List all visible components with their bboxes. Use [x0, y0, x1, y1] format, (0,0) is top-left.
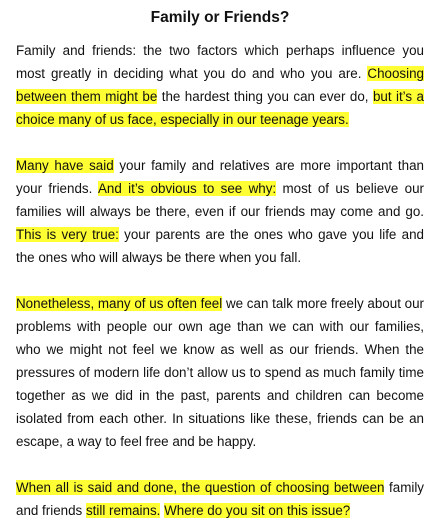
document-title: Family or Friends? [150, 9, 290, 26]
highlighted-text: When all is said and done, the question of choosing between [16, 480, 385, 495]
highlighted-text: still remains. [85, 503, 161, 518]
highlighted-text: Nonetheless, many of us often feel [16, 296, 223, 311]
body-text: your parents are the ones who gave you life and the ones who will always be there when you fall. [16, 227, 424, 265]
paragraph-1 [16, 39, 424, 131]
paragraph-3 [16, 292, 424, 453]
highlighted-text: And it’s obvious to see why: [97, 181, 277, 196]
highlighted-text: This is very true: [16, 227, 119, 242]
highlighted-text: Where do you sit on this issue? [164, 503, 351, 518]
document-body [16, 39, 424, 522]
paragraph-4 [16, 476, 424, 522]
body-text: we can talk more freely about our problems with people our own age than we can with our families, who we might not feel we know as well as our friends. When the pressures of modern life don’t allow us to spend as much family time together as we did in the past, parents and children can become isolated from each other. In situations like these, friends can be an escape, a way to feel free and be happy. [16, 296, 424, 449]
body-text: your family and relatives are more important than your friends. [16, 158, 424, 196]
body-text: the hardest thing you can ever do, [157, 89, 373, 104]
highlighted-text: Many have said [16, 158, 114, 173]
body-text: most of us believe our families will always be there, even if our friends may come and go. [16, 181, 424, 219]
body-text: Family and friends: the two factors which perhaps influence you most greatly in deciding what you do and who you are. [16, 43, 424, 81]
body-text: family and friends [16, 480, 424, 518]
paragraph-2 [16, 154, 424, 269]
highlighted-text: but it’s a choice many of us face, especially in our teenage years. [16, 89, 424, 127]
highlighted-text: Choosing between them might be [16, 66, 424, 104]
